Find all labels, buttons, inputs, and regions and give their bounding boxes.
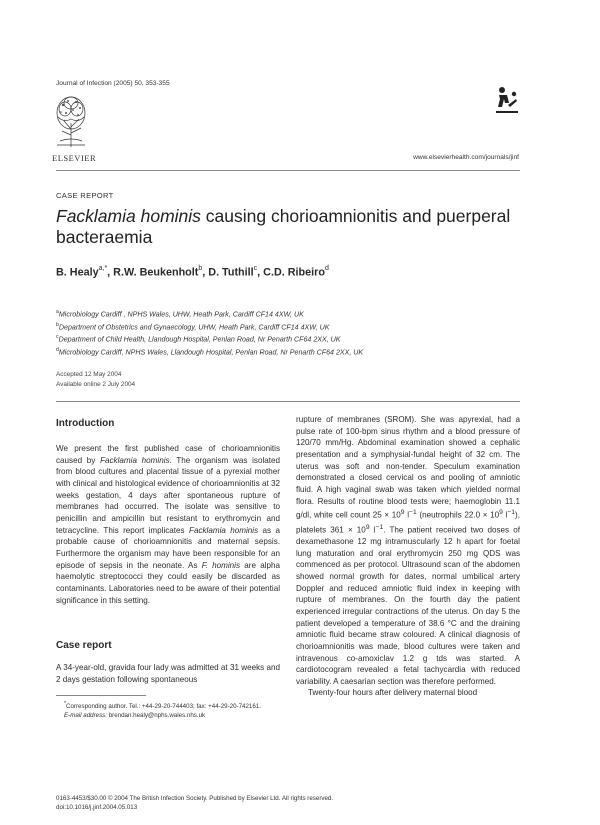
author-affiliation-mark: b [198, 265, 203, 272]
intro-text: We present the first published case of chorioamnionitis caused by [56, 444, 280, 465]
copyright-block [56, 794, 333, 812]
affiliation-list [56, 307, 536, 358]
case-text: . The patient received two doses of dexamethasone 12 mg intramuscularly 12 h apart for foetal lung maturation and oral erythromycin 250 mg QDS was commenced as per protocol. Ultrasound scan of the abdomen showed normal growth for dates, normal umbilical artery Doppler and reduced amniotic fluid index in keeping with rupture of membranes. On the fourth day the patient experienced irregular contractions of the uterus. On day 5 the patient developed a temperature of 38.6 °C and the draining amniotic fluid became straw coloured. A clinical diagnosis of chorioamnionitis was made, blood cultures were taken and intravenous co-amoxiclav 1.2 g tds was started. A cardiotocogram revealed a fetal tachycardia with reduced variability. A caesarian section was therefore performed. [296, 525, 520, 686]
author-separator: , [257, 266, 264, 279]
exponent: 9 [400, 509, 405, 517]
journal-url-link[interactable]: www.elsevierhealth.com/journals/jinf [413, 154, 519, 161]
case-report-heading: Case report [56, 640, 112, 651]
affiliation-text: Microbiology Cardiff , NPHS Wales, UHW, Heath Park, Cardiff CF14 4XW, UK [58, 310, 304, 319]
unit: l [369, 525, 376, 535]
author-name: B. Healy [56, 266, 99, 279]
author-name: R.W. Beukenholt [113, 266, 199, 279]
organism-name: Facklamia hominis [100, 455, 170, 465]
author-separator: , [202, 266, 209, 279]
affiliation-mark: d [56, 346, 59, 353]
copyright-line: 0163-4453/$30.00 © 2004 The British Infection Society. Published by Elsevier Ltd. All rights reserved. [56, 795, 334, 802]
affiliation-item [56, 307, 536, 320]
introduction-paragraph [56, 443, 280, 606]
case-report-paragraph: Twenty-four hours after delivery maternal blood [308, 688, 478, 698]
title-text: causing chorioamnionitis and puerperal bacteraemia [56, 206, 511, 247]
organism-name: F. hominis [201, 560, 241, 570]
exponent: −1 [409, 509, 417, 517]
case-text: rupture of membranes (SROM). She was apyrexial, had a pulse rate of 100-bpm sinus rhythm and a blood pressure of 120/70 mm/Hg. Abdominal examination showed a cephalic presentation and a symphysial-fundal height of 32 cm. The uterus was soft and non-tender. Speculum examination demonstrated a closed cervical os and pooling of amniotic fluid. A high vaginal swab was taken which yielded normal flora. Results of routine blood tests were; haemoglobin 11.1 g/dl, white cell count 25 × 10 [296, 415, 520, 520]
case-report-paragraph [296, 414, 520, 687]
affiliation-mark: b [56, 321, 59, 328]
author-affiliation-mark: a,* [98, 265, 108, 272]
unit: l [502, 510, 508, 520]
affiliation-text: Department of Obstetrics and Gynaecology, UHW, Heath Park, Cardiff CF14 4XW, UK [58, 323, 330, 332]
corresponding-author-text: Corresponding author. Tel.: +44-29-20-744403; fax: +44-29-20-742161. [66, 703, 261, 711]
publisher-wordmark: ELSEVIER [52, 153, 97, 163]
footnote-divider [56, 695, 146, 696]
online-date: Available online 2 July 2004 [56, 381, 136, 388]
accepted-date: Accepted 12 May 2004 [56, 371, 122, 378]
corresponding-author-note [56, 700, 280, 711]
author-name: C.D. Ribeiro [263, 266, 325, 279]
intro-text: as a probable cause of chorioamnionitis and maternal sepsis. Furthermore the organism may have been responsible for an episode of sepsis in the neonate. As [56, 525, 280, 570]
intro-text: are alpha haemolytic streptococci they could easily be discarded as contaminants. Laboratories need to be aware of their potential significance in this setting. [56, 560, 281, 605]
affiliation-item [56, 332, 536, 345]
footnote-mark: * [64, 701, 67, 707]
affiliation-item [56, 345, 536, 358]
journal-reference: Journal of Infection (2005) 50, 353-355 [56, 80, 170, 87]
intro-text: . The organism was isolated from blood cultures and placental tissue of a pyrexial mother with clinical and histological evidence of chorioamnionitis at 32 weeks gestation, 4 days after spontaneous rupture of membranes had occurred. The isolate was sensitive to penicillin and ampicillin but resistant to erythromycin and tetracycline. This report implicates [56, 455, 280, 535]
author-name: D. Tuthill [208, 266, 254, 279]
title-organism: Facklamia hominis [56, 206, 201, 226]
introduction-heading-block [56, 418, 280, 429]
article-title [56, 206, 536, 248]
author-list [56, 266, 329, 279]
affiliation-text: Department of Child Health, Llandough Hospital, Penlan Road, Nr Penarth CF64 2XX, UK [58, 335, 341, 344]
affiliation-item [56, 320, 536, 333]
exponent: −1 [507, 509, 516, 517]
body-divider [56, 401, 520, 402]
introduction-body [56, 443, 280, 606]
unit: l [404, 510, 410, 520]
doi-link[interactable]: doi:10.1016/j.jinf.2004.05.013 [56, 804, 138, 811]
organism-name: Facklamia hominis [189, 525, 259, 535]
exponent: 9 [365, 523, 370, 531]
case-report-paragraph: A 34-year-old, gravida four lady was admitted at 31 weeks and 2 days gestation following spontaneous [56, 663, 280, 684]
article-type-label: CASE REPORT [56, 191, 114, 200]
exponent: 9 [499, 509, 503, 517]
affiliation-mark: c [56, 334, 59, 341]
email-label: E-mail address: [64, 712, 107, 720]
introduction-heading: Introduction [56, 418, 115, 429]
affiliation-mark: a [56, 309, 59, 315]
case-report-heading-block [56, 640, 112, 651]
exponent: −1 [375, 523, 384, 531]
case-report-continued [296, 414, 520, 699]
author-separator: , [107, 266, 114, 279]
journal-emblem-icon [494, 85, 520, 115]
case-text: ), platelets 361 × 10 [296, 510, 520, 535]
affiliation-text: Microbiology Cardiff, NPHS Wales, Llandough Hospital, Penlan Road, Nr Penarth CF64 2XX, UK [58, 348, 364, 357]
author-affiliation-mark: d [324, 265, 329, 272]
article-dates [56, 370, 135, 390]
footnotes [56, 700, 280, 720]
case-text: (neutrophils 22.0 × 10 [416, 510, 500, 520]
header-divider [56, 170, 520, 171]
elsevier-tree-logo [54, 93, 88, 149]
author-affiliation-mark: c [253, 265, 258, 272]
email-address-link[interactable]: brendan.healy@nphs.wales.nhs.uk [106, 712, 206, 720]
case-report-body [56, 662, 280, 685]
email-note [56, 711, 280, 720]
